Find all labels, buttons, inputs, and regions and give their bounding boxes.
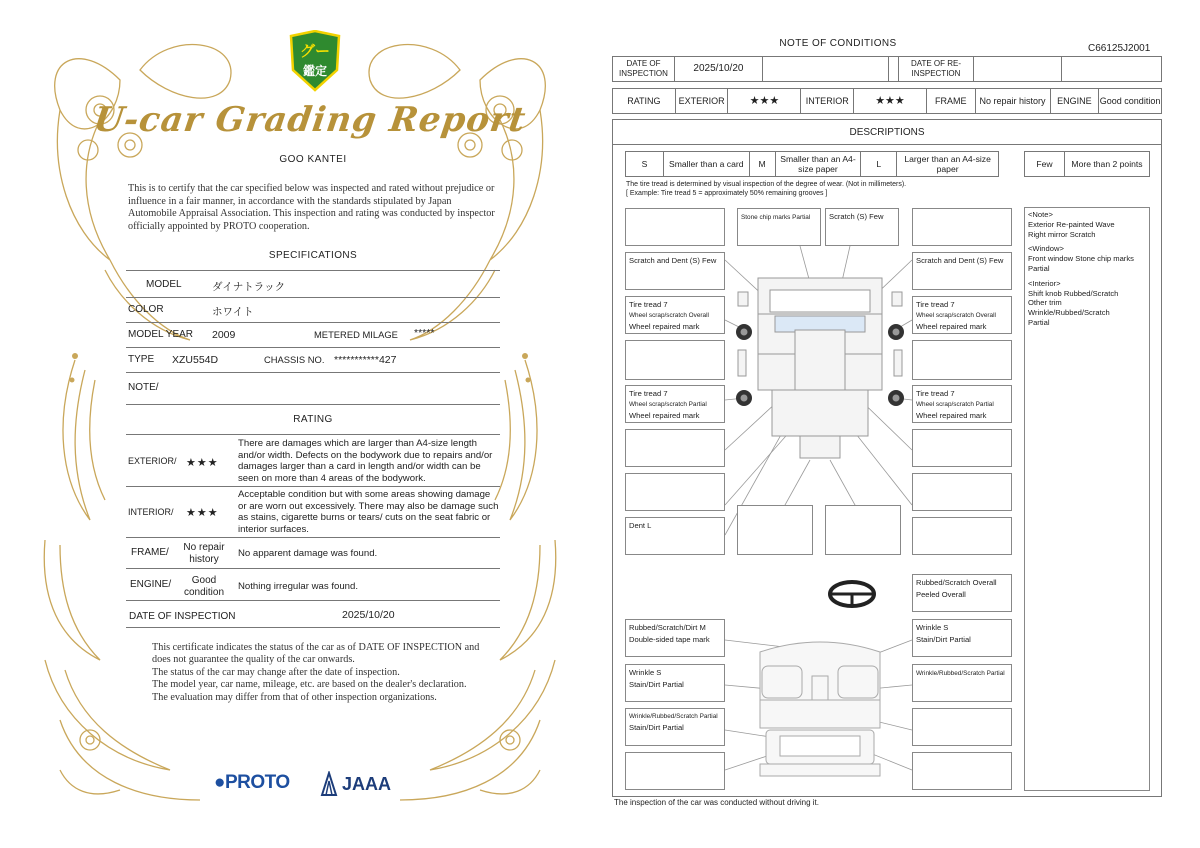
engine-value: Good condition	[183, 575, 225, 598]
rating-label: RATING	[613, 89, 676, 114]
exterior-label: EXTERIOR/	[128, 456, 177, 466]
condition-text: Wheel scrap/scratch Overall	[916, 312, 996, 319]
goo-kantei-logo	[287, 30, 343, 92]
condition-text: Wrinkle/Rubbed/Scratch Partial	[916, 670, 1005, 677]
divider	[126, 627, 500, 628]
condition-text: Dent L	[629, 521, 652, 530]
condition-box-front-right-tire	[912, 296, 1012, 334]
legend-l: L	[861, 152, 897, 177]
condition-text: Double-sided tape mark	[629, 635, 710, 644]
frame-label: FRAME/	[131, 547, 169, 558]
logo-text-top: グー	[299, 42, 331, 60]
reinspection-label: DATE OF RE-INSPECTION	[898, 57, 974, 82]
report-subtitle: GOO KANTEI	[279, 154, 347, 165]
jaaa-mark-icon	[320, 771, 338, 797]
empty-cell	[1062, 57, 1162, 82]
condition-box-dashboard	[625, 619, 725, 657]
tire-note-line: [ Example: Tire tread 5 = approximately 50% remaining grooves ]	[626, 190, 828, 197]
condition-box-right-scratch-dent	[912, 252, 1012, 290]
interior-description: Acceptable condition but with some areas showing damage or are worn out excessively. There may also be damage such as stains, cigarette burns or tears/ cuts on the seat fabric or interior surfaces.	[238, 489, 499, 535]
condition-box-left-seat	[625, 664, 725, 702]
condition-box	[625, 429, 725, 467]
exterior-stars: ★★★	[186, 457, 219, 469]
condition-box-dent	[625, 517, 725, 555]
legend-m: M	[749, 152, 775, 177]
logo-text-bottom: 鑑定	[302, 64, 328, 78]
chassis-label: CHASSIS NO.	[264, 354, 325, 365]
condition-text: Wheel repaired mark	[629, 322, 700, 331]
disclaimer-line: The model year, car name, mileage, etc. are based on the dealer's declaration.	[152, 679, 467, 691]
condition-text: Tire tread 7	[629, 389, 668, 398]
condition-text: Peeled Overall	[916, 590, 966, 599]
note-line: Front window Stone chip marks	[1028, 254, 1134, 264]
interior-stars: ★★★	[186, 507, 219, 519]
exterior-label: EXTERIOR	[675, 89, 728, 114]
engine-value: Good condition	[1099, 89, 1162, 114]
disclaimer	[152, 642, 482, 704]
condition-text: Wheel repaired mark	[916, 322, 987, 331]
note-line: Shift knob Rubbed/Scratch	[1028, 288, 1119, 298]
frame-value: No repair history	[183, 542, 225, 565]
empty-cell	[888, 57, 898, 82]
condition-text: Scratch and Dent (S) Few	[629, 256, 717, 265]
jaaa-logo-text: JAAA	[342, 773, 392, 794]
condition-box-steering	[912, 574, 1012, 612]
tire-note-line: The tire tread is determined by visual inspection of the degree of wear. (Not in millimeters).	[626, 181, 907, 188]
condition-box-stone-chip	[737, 208, 821, 246]
condition-box	[825, 505, 901, 555]
legend-s-desc: Smaller than a card	[663, 152, 749, 177]
specifications-heading: SPECIFICATIONS	[268, 250, 358, 261]
condition-box	[912, 340, 1012, 380]
divider	[126, 434, 500, 435]
condition-text: Tire tread 7	[629, 300, 668, 309]
condition-text: Wheel repaired mark	[629, 411, 700, 420]
rating-heading: RATING	[293, 414, 333, 425]
exterior-stars: ★★★	[728, 89, 801, 114]
few-legend	[1024, 151, 1150, 177]
condition-text: Tire tread 7	[916, 300, 955, 309]
condition-text: Scratch and Dent (S) Few	[916, 256, 1004, 265]
color-value: ホワイト	[212, 306, 254, 318]
certify-paragraph: This is to certify that the car specified below was inspected and rated without prejudice or influence in a fair manner, in accordance with the standards stipulated by Japan Automobile Appraisal Association. This inspection and rating was conducted by inspector officially appointed by PROTO cooperation.	[128, 183, 495, 232]
condition-text: Scratch (S) Few	[829, 212, 884, 221]
condition-text: Wrinkle/Rubbed/Scratch Partial	[629, 713, 718, 720]
note-label: NOTE/	[128, 382, 159, 393]
note-line: Other trim	[1028, 298, 1062, 308]
interior-label: INTERIOR	[801, 89, 854, 114]
proto-logo	[214, 772, 290, 794]
mileage-value: *****	[414, 327, 435, 339]
descriptions-heading: DESCRIPTIONS	[613, 120, 1161, 145]
inspection-date-label: DATE OF INSPECTION	[129, 611, 236, 622]
frame-value: No repair history	[975, 89, 1050, 114]
disclaimer-line: This certificate indicates the status of the car as of DATE OF INSPECTION and does not guarantee the quality of the car onwards.	[152, 642, 480, 666]
legend-l-desc: Larger than an A4-size paper	[897, 152, 999, 177]
model-year-label: MODEL YEAR	[128, 329, 194, 340]
size-legend	[625, 151, 999, 177]
report-title: U-car Grading Report	[91, 100, 529, 140]
condition-box	[912, 429, 1012, 467]
disclaimer-line: The status of the car may change after the date of inspection.	[152, 666, 400, 678]
condition-text: Rubbed/Scratch Overall	[916, 578, 997, 587]
condition-box	[912, 752, 1012, 790]
engine-label: ENGINE/	[130, 579, 172, 590]
inspection-date-value: 2025/10/20	[342, 609, 395, 621]
condition-text: Wheel scrap/scratch Partial	[916, 401, 994, 408]
frame-description: No apparent damage was found.	[238, 548, 378, 559]
note-line: Wrinkle/Rubbed/Scratch	[1028, 308, 1110, 318]
condition-text: Stain/Dirt Partial	[916, 635, 971, 644]
condition-box	[912, 473, 1012, 511]
empty-cell	[974, 57, 1062, 82]
empty-cell	[762, 57, 888, 82]
inspection-date-table	[612, 56, 1162, 82]
proto-q-icon: ●	[214, 772, 225, 793]
model-label: MODEL	[146, 279, 182, 290]
legend-m-desc: Smaller than an A4-size paper	[775, 152, 861, 177]
condition-box	[912, 708, 1012, 746]
frame-label: FRAME	[926, 89, 975, 114]
condition-box-rear-right-tire	[912, 385, 1012, 423]
condition-box-front-left-tire	[625, 296, 725, 334]
interior-stars: ★★★	[854, 89, 927, 114]
condition-box-rear-left-tire	[625, 385, 725, 423]
condition-text: Stain/Dirt Partial	[629, 723, 684, 732]
condition-text: Wheel scrap/scratch Overall	[629, 312, 709, 319]
divider	[126, 568, 500, 569]
note-line: Partial	[1028, 263, 1050, 273]
conditions-title: NOTE OF CONDITIONS	[779, 38, 897, 49]
legend-s: S	[626, 152, 664, 177]
legend-few-desc: More than 2 points	[1065, 152, 1150, 177]
condition-box	[912, 208, 1012, 246]
type-value: XZU554D	[172, 354, 219, 366]
condition-box	[737, 505, 813, 555]
condition-box	[625, 208, 725, 246]
jaaa-logo	[320, 770, 391, 798]
type-label: TYPE	[128, 354, 155, 365]
divider	[126, 297, 500, 298]
condition-box-interior-trim	[912, 664, 1012, 702]
condition-box	[625, 340, 725, 380]
condition-text: Wheel scrap/scratch Partial	[629, 401, 707, 408]
note-line: <Window>	[1028, 244, 1064, 254]
note-line: Exterior Re-painted Wave	[1028, 219, 1115, 229]
divider	[126, 486, 500, 487]
divider	[126, 372, 500, 373]
divider	[126, 404, 500, 405]
chassis-value: ***********427	[334, 354, 397, 366]
engine-label: ENGINE	[1050, 89, 1099, 114]
tire-tread-note	[626, 180, 906, 198]
condition-box	[625, 752, 725, 790]
condition-text: Stain/Dirt Partial	[629, 680, 684, 689]
rating-table	[612, 88, 1162, 114]
document-id: C66125J2001	[1088, 43, 1151, 54]
condition-box	[912, 517, 1012, 555]
divider	[126, 270, 500, 271]
condition-text: Stone chip marks Partial	[741, 214, 811, 221]
mileage-label: METERED MILAGE	[314, 329, 398, 340]
model-value: ダイナトラック	[212, 281, 286, 293]
divider	[126, 537, 500, 538]
condition-text: Rubbed/Scratch/Dirt M	[629, 623, 706, 632]
legend-few: Few	[1025, 152, 1065, 177]
proto-logo-text: PROTO	[224, 772, 290, 793]
color-label: COLOR	[128, 304, 164, 315]
date-label: DATE OF INSPECTION	[613, 57, 675, 82]
condition-box-scratch	[825, 208, 899, 246]
divider	[126, 347, 500, 348]
condition-box-left-scratch-dent	[625, 252, 725, 290]
interior-label: INTERIOR/	[128, 507, 174, 517]
note-line: Partial	[1028, 317, 1050, 327]
divider	[126, 322, 500, 323]
condition-box-rear-interior	[625, 708, 725, 746]
condition-text: Wrinkle S	[916, 623, 949, 632]
date-value: 2025/10/20	[674, 57, 762, 82]
condition-text: Tire tread 7	[916, 389, 955, 398]
footer-note: The inspection of the car was conducted without driving it.	[614, 798, 819, 807]
note-line: <Note>	[1028, 210, 1053, 219]
model-year-value: 2009	[212, 329, 236, 341]
condition-box	[625, 473, 725, 511]
notes-text	[1028, 210, 1148, 328]
condition-box-right-seat	[912, 619, 1012, 657]
note-line: <Interior>	[1028, 278, 1061, 288]
engine-description: Nothing irregular was found.	[238, 581, 358, 592]
divider	[126, 600, 500, 601]
disclaimer-line: The evaluation may differ from that of other inspection organizations.	[152, 691, 437, 703]
condition-text: Wrinkle S	[629, 668, 662, 677]
condition-text: Wheel repaired mark	[916, 411, 987, 420]
exterior-description: There are damages which are larger than A4-size length and/or width. Defects on the bodywork due to repairs and/or damages larger than a card in length and/or width can be seen on more than 4 areas of the bodywork.	[238, 438, 493, 484]
note-line: Right mirror Scratch	[1028, 229, 1096, 239]
